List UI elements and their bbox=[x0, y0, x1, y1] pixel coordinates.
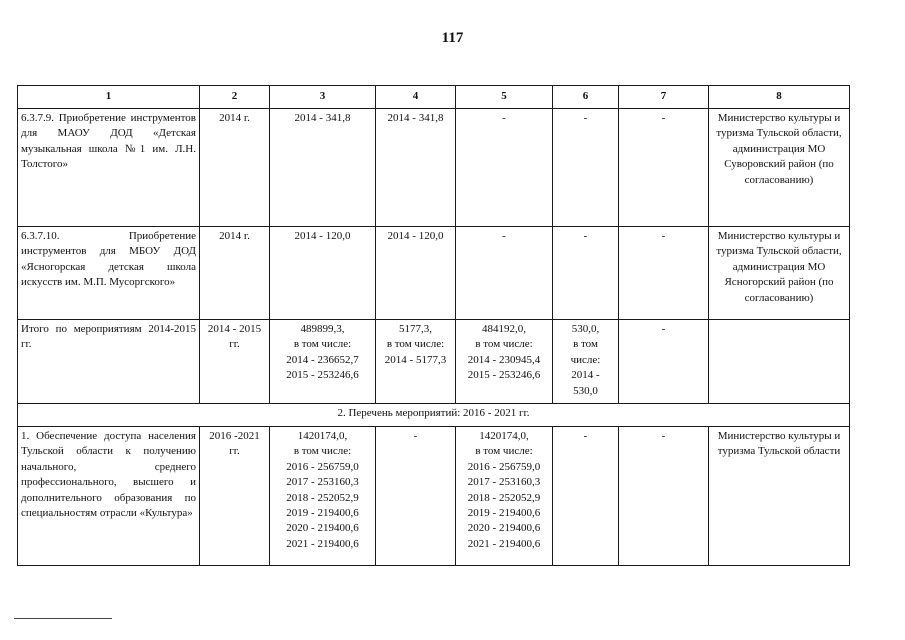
total-cell bbox=[270, 320, 376, 404]
regional-budget-cell bbox=[376, 109, 456, 227]
total-cell bbox=[270, 227, 376, 320]
cell-line: - bbox=[583, 430, 588, 442]
cell-line: - bbox=[413, 430, 418, 442]
cell-line: 2014 г. bbox=[219, 230, 250, 242]
cell-line: 2017 - 253160,3 bbox=[286, 476, 359, 489]
measures-table bbox=[17, 85, 850, 566]
cell-line: Итого по мероприятиям 2014-2015 гг. bbox=[21, 323, 196, 351]
column-header: 6 bbox=[553, 86, 619, 109]
table-row bbox=[18, 227, 850, 320]
cell-line: 2014 - 230945,4 bbox=[467, 353, 541, 366]
cell-line: - bbox=[661, 323, 666, 335]
cell-line: 2017 - 253160,3 bbox=[467, 476, 541, 489]
local-budget-cell bbox=[553, 227, 619, 320]
cell-line: - bbox=[502, 230, 506, 242]
footnote-rule bbox=[14, 618, 112, 619]
cell-line: 6.3.7.10. Приобретение инструментов для МБОУ ДОД «Ясногорская детская школа искусств им. М.П. Мусоргского» bbox=[21, 230, 196, 289]
cell-line: 2014 - bbox=[571, 369, 600, 382]
cell-line: в том числе: bbox=[386, 338, 445, 351]
column-header: 4 bbox=[376, 86, 456, 109]
other-sources-cell bbox=[619, 109, 709, 227]
cell-line: 2019 - 219400,6 bbox=[467, 506, 541, 519]
cell-line: в том числе: bbox=[293, 445, 352, 458]
cell-line: 2016 -2021 гг. bbox=[209, 430, 260, 458]
regional-budget-cell bbox=[376, 227, 456, 320]
cell-line: числе: bbox=[570, 353, 601, 366]
cell-line: Министерство культуры и туризма Тульской области, администрация МО Суворовский район (по согласованию) bbox=[716, 112, 842, 186]
federal-budget-cell bbox=[456, 227, 553, 320]
local-budget-cell bbox=[553, 320, 619, 404]
cell-line: 2016 - 256759,0 bbox=[467, 460, 541, 473]
cell-line: 2021 - 219400,6 bbox=[286, 537, 359, 550]
cell-line: 2014 - 341,8 bbox=[294, 112, 351, 124]
cell-line: 530,0 bbox=[573, 384, 598, 397]
cell-line: Министерство культуры и туризма Тульской области bbox=[717, 430, 841, 458]
cell-line: 1420174,0, bbox=[479, 430, 529, 442]
cell-line: 2014 - 120,0 bbox=[387, 230, 444, 242]
cell-line: - bbox=[502, 112, 506, 124]
cell-line: - bbox=[583, 230, 588, 242]
regional-budget-cell bbox=[376, 427, 456, 566]
cell-line: 2014 - 120,0 bbox=[294, 230, 351, 242]
cell-line: - bbox=[661, 230, 666, 242]
cell-line: в том числе: bbox=[293, 338, 352, 351]
column-header: 8 bbox=[709, 86, 850, 109]
cell-line: 2016 - 256759,0 bbox=[286, 460, 359, 473]
section-title: 2. Перечень мероприятий: 2016 - 2021 гг. bbox=[18, 404, 850, 427]
total-cell bbox=[270, 427, 376, 566]
federal-budget-cell bbox=[456, 109, 553, 227]
cell-line: - bbox=[583, 112, 588, 124]
measure-cell bbox=[18, 109, 200, 227]
table-row bbox=[18, 320, 850, 404]
federal-budget-cell bbox=[456, 320, 553, 404]
cell-line: Министерство культуры и туризма Тульской области, администрация МО Ясногорский район (по согласованию) bbox=[716, 230, 842, 304]
cell-line: 489899,3, bbox=[300, 323, 345, 335]
period-cell bbox=[200, 109, 270, 227]
executor-cell bbox=[709, 227, 850, 320]
federal-budget-cell bbox=[456, 427, 553, 566]
cell-line: в том числе: bbox=[475, 338, 533, 351]
total-cell bbox=[270, 109, 376, 227]
column-header: 7 bbox=[619, 86, 709, 109]
page-number: 117 bbox=[441, 30, 464, 46]
cell-line: 2021 - 219400,6 bbox=[467, 537, 541, 550]
measure-cell bbox=[18, 227, 200, 320]
local-budget-cell bbox=[553, 427, 619, 566]
period-cell bbox=[200, 427, 270, 566]
section-row bbox=[18, 404, 850, 427]
table-row bbox=[18, 427, 850, 566]
cell-line: 2019 - 219400,6 bbox=[286, 506, 359, 519]
other-sources-cell bbox=[619, 320, 709, 404]
measure-cell bbox=[18, 320, 200, 404]
cell-line: - bbox=[661, 112, 666, 124]
cell-line: 6.3.7.9. Приобретение инструментов для МАОУ ДОД «Детская музыкальная школа №1 им. Л.Н. Толстого» bbox=[21, 112, 196, 171]
cell-line: 2014 - 5177,3 bbox=[384, 353, 447, 366]
table-row bbox=[18, 109, 850, 227]
executor-cell bbox=[709, 320, 850, 404]
cell-line: 2015 - 253246,6 bbox=[286, 369, 359, 382]
cell-line: 2018 - 252052,9 bbox=[286, 491, 359, 504]
cell-line: в том bbox=[573, 338, 598, 351]
column-header: 1 bbox=[18, 86, 200, 109]
cell-line: 530,0, bbox=[571, 323, 600, 335]
cell-line: 2014 - 2015 гг. bbox=[207, 323, 262, 351]
regional-budget-cell bbox=[376, 320, 456, 404]
cell-line: 2018 - 252052,9 bbox=[467, 491, 541, 504]
column-header: 5 bbox=[456, 86, 553, 109]
other-sources-cell bbox=[619, 427, 709, 566]
column-header: 2 bbox=[200, 86, 270, 109]
cell-line: 2014 - 236652,7 bbox=[286, 353, 359, 366]
executor-cell bbox=[709, 109, 850, 227]
cell-line: 2014 - 341,8 bbox=[387, 112, 444, 124]
period-cell bbox=[200, 227, 270, 320]
period-cell bbox=[200, 320, 270, 404]
executor-cell bbox=[709, 427, 850, 566]
local-budget-cell bbox=[553, 109, 619, 227]
cell-line: 2020 - 219400,6 bbox=[467, 522, 541, 535]
cell-line: 1420174,0, bbox=[297, 430, 348, 442]
column-header: 3 bbox=[270, 86, 376, 109]
cell-line: 2020 - 219400,6 bbox=[286, 522, 359, 535]
cell-line: 1. Обеспечение доступа населения Тульской области к получению начального, среднего профессионального, высшего и дополнительного образования по специальностям отрасли «Культура» bbox=[21, 430, 196, 519]
other-sources-cell bbox=[619, 227, 709, 320]
cell-line: 5177,3, bbox=[399, 323, 432, 335]
column-number-row bbox=[18, 86, 850, 109]
cell-line: 2015 - 253246,6 bbox=[467, 369, 541, 382]
cell-line: - bbox=[661, 430, 666, 442]
cell-line: 484192,0, bbox=[482, 323, 526, 335]
cell-line: 2014 г. bbox=[219, 112, 250, 124]
cell-line: в том числе: bbox=[475, 445, 533, 458]
measure-cell bbox=[18, 427, 200, 566]
